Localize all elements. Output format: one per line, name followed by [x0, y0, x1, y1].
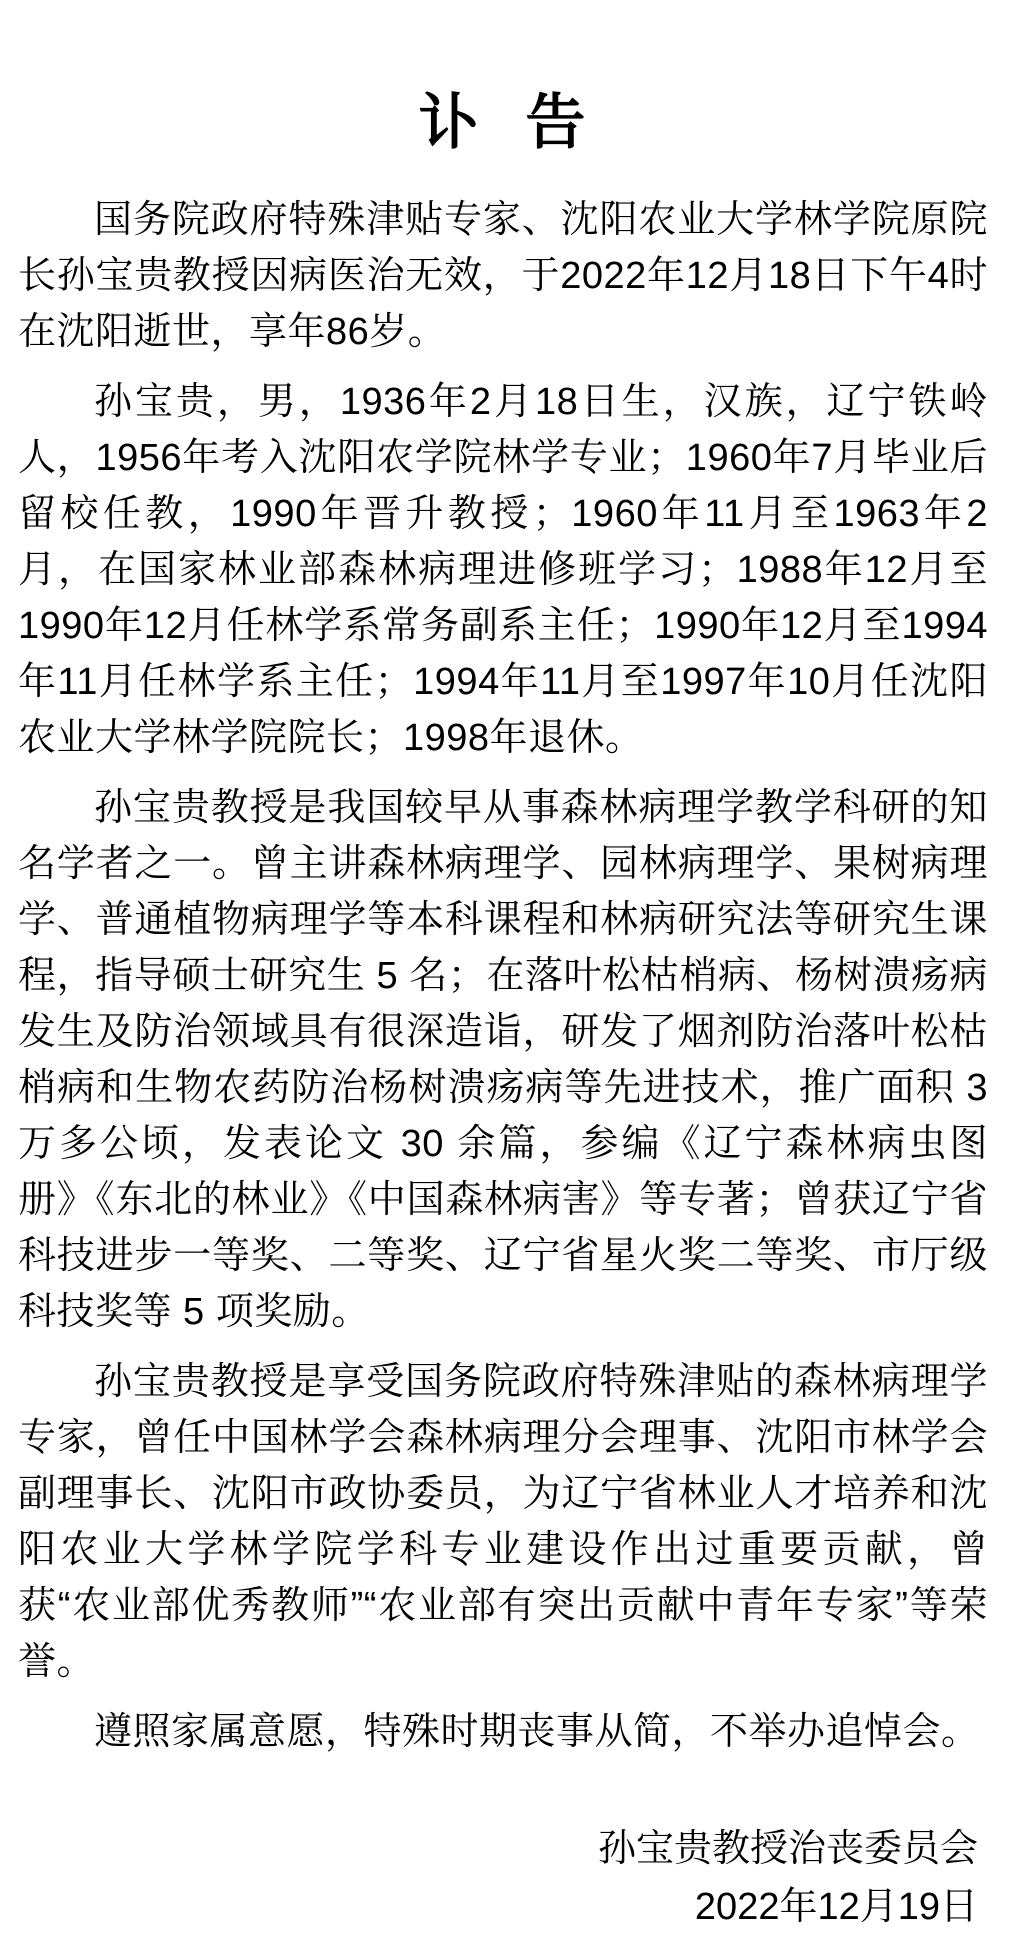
signature: 孙宝贵教授治丧委员会	[597, 1828, 978, 1870]
paragraph-funeral-note: 遵照家属意愿，特殊时期丧事从简，不举办追悼会。	[94, 1711, 980, 1753]
paragraph-positions-honors: 孙宝贵教授是享受国务院政府特殊津贴的森林病理学专家，曾任中国林学会森林病理分会理事、沈阳市林学会副理事长、沈阳市政协委员，为辽宁省林业人才培养和沈阳农业大学林学院学科专业建设作出过重要贡献，曾获“农业部优秀教师”“农业部有突出贡献中青年专家”等荣誉。	[18, 1361, 988, 1683]
paragraph-death-announcement: 国务院政府特殊津贴专家、沈阳农业大学林学院原院长孙宝贵教授因病医治无效，于2022年12月18日下午4时在沈阳逝世，享年86岁。	[18, 199, 988, 353]
page-title: 讣 告	[418, 89, 588, 156]
paragraph-biography: 孙宝贵，男，1936年2月18日生，汉族，辽宁铁岭人，1956年考入沈阳农学院林学专业；1960年7月毕业后留校任教，1990年晋升教授；1960年11月至1963年2月，在国家林业部森林病理进修班学习；1988年12月至1990年12月任林学系常务副系主任；1990年12月至1994年11月任林学系主任；1994年11月至1997年10月任沈阳农业大学林学院院长；1998年退休。	[18, 381, 988, 759]
paragraph-academic-achievements: 孙宝贵教授是我国较早从事森林病理学教学科研的知名学者之一。曾主讲森林病理学、园林病理学、果树病理学、普通植物病理学等本科课程和林病研究法等研究生课程，指导硕士研究生 5 名；在落叶松枯梢病、杨树溃疡病发生及防治领域具有很深造诣，研发了烟剂防治落叶松枯梢病和生物农药防治杨树溃疡病等先进技术，推广面积 3 万多公顷，发表论文 30 余篇，参编《辽宁森林病虫图册》《东北的林业》《中国森林病害》等专著；曾获辽宁省科技进步一等奖、二等奖、辽宁省星火奖二等奖、市厅级科技奖等 5 项奖励。	[18, 787, 988, 1333]
closing-block	[18, 1820, 988, 1936]
date: 2022年12月19日	[694, 1886, 978, 1928]
